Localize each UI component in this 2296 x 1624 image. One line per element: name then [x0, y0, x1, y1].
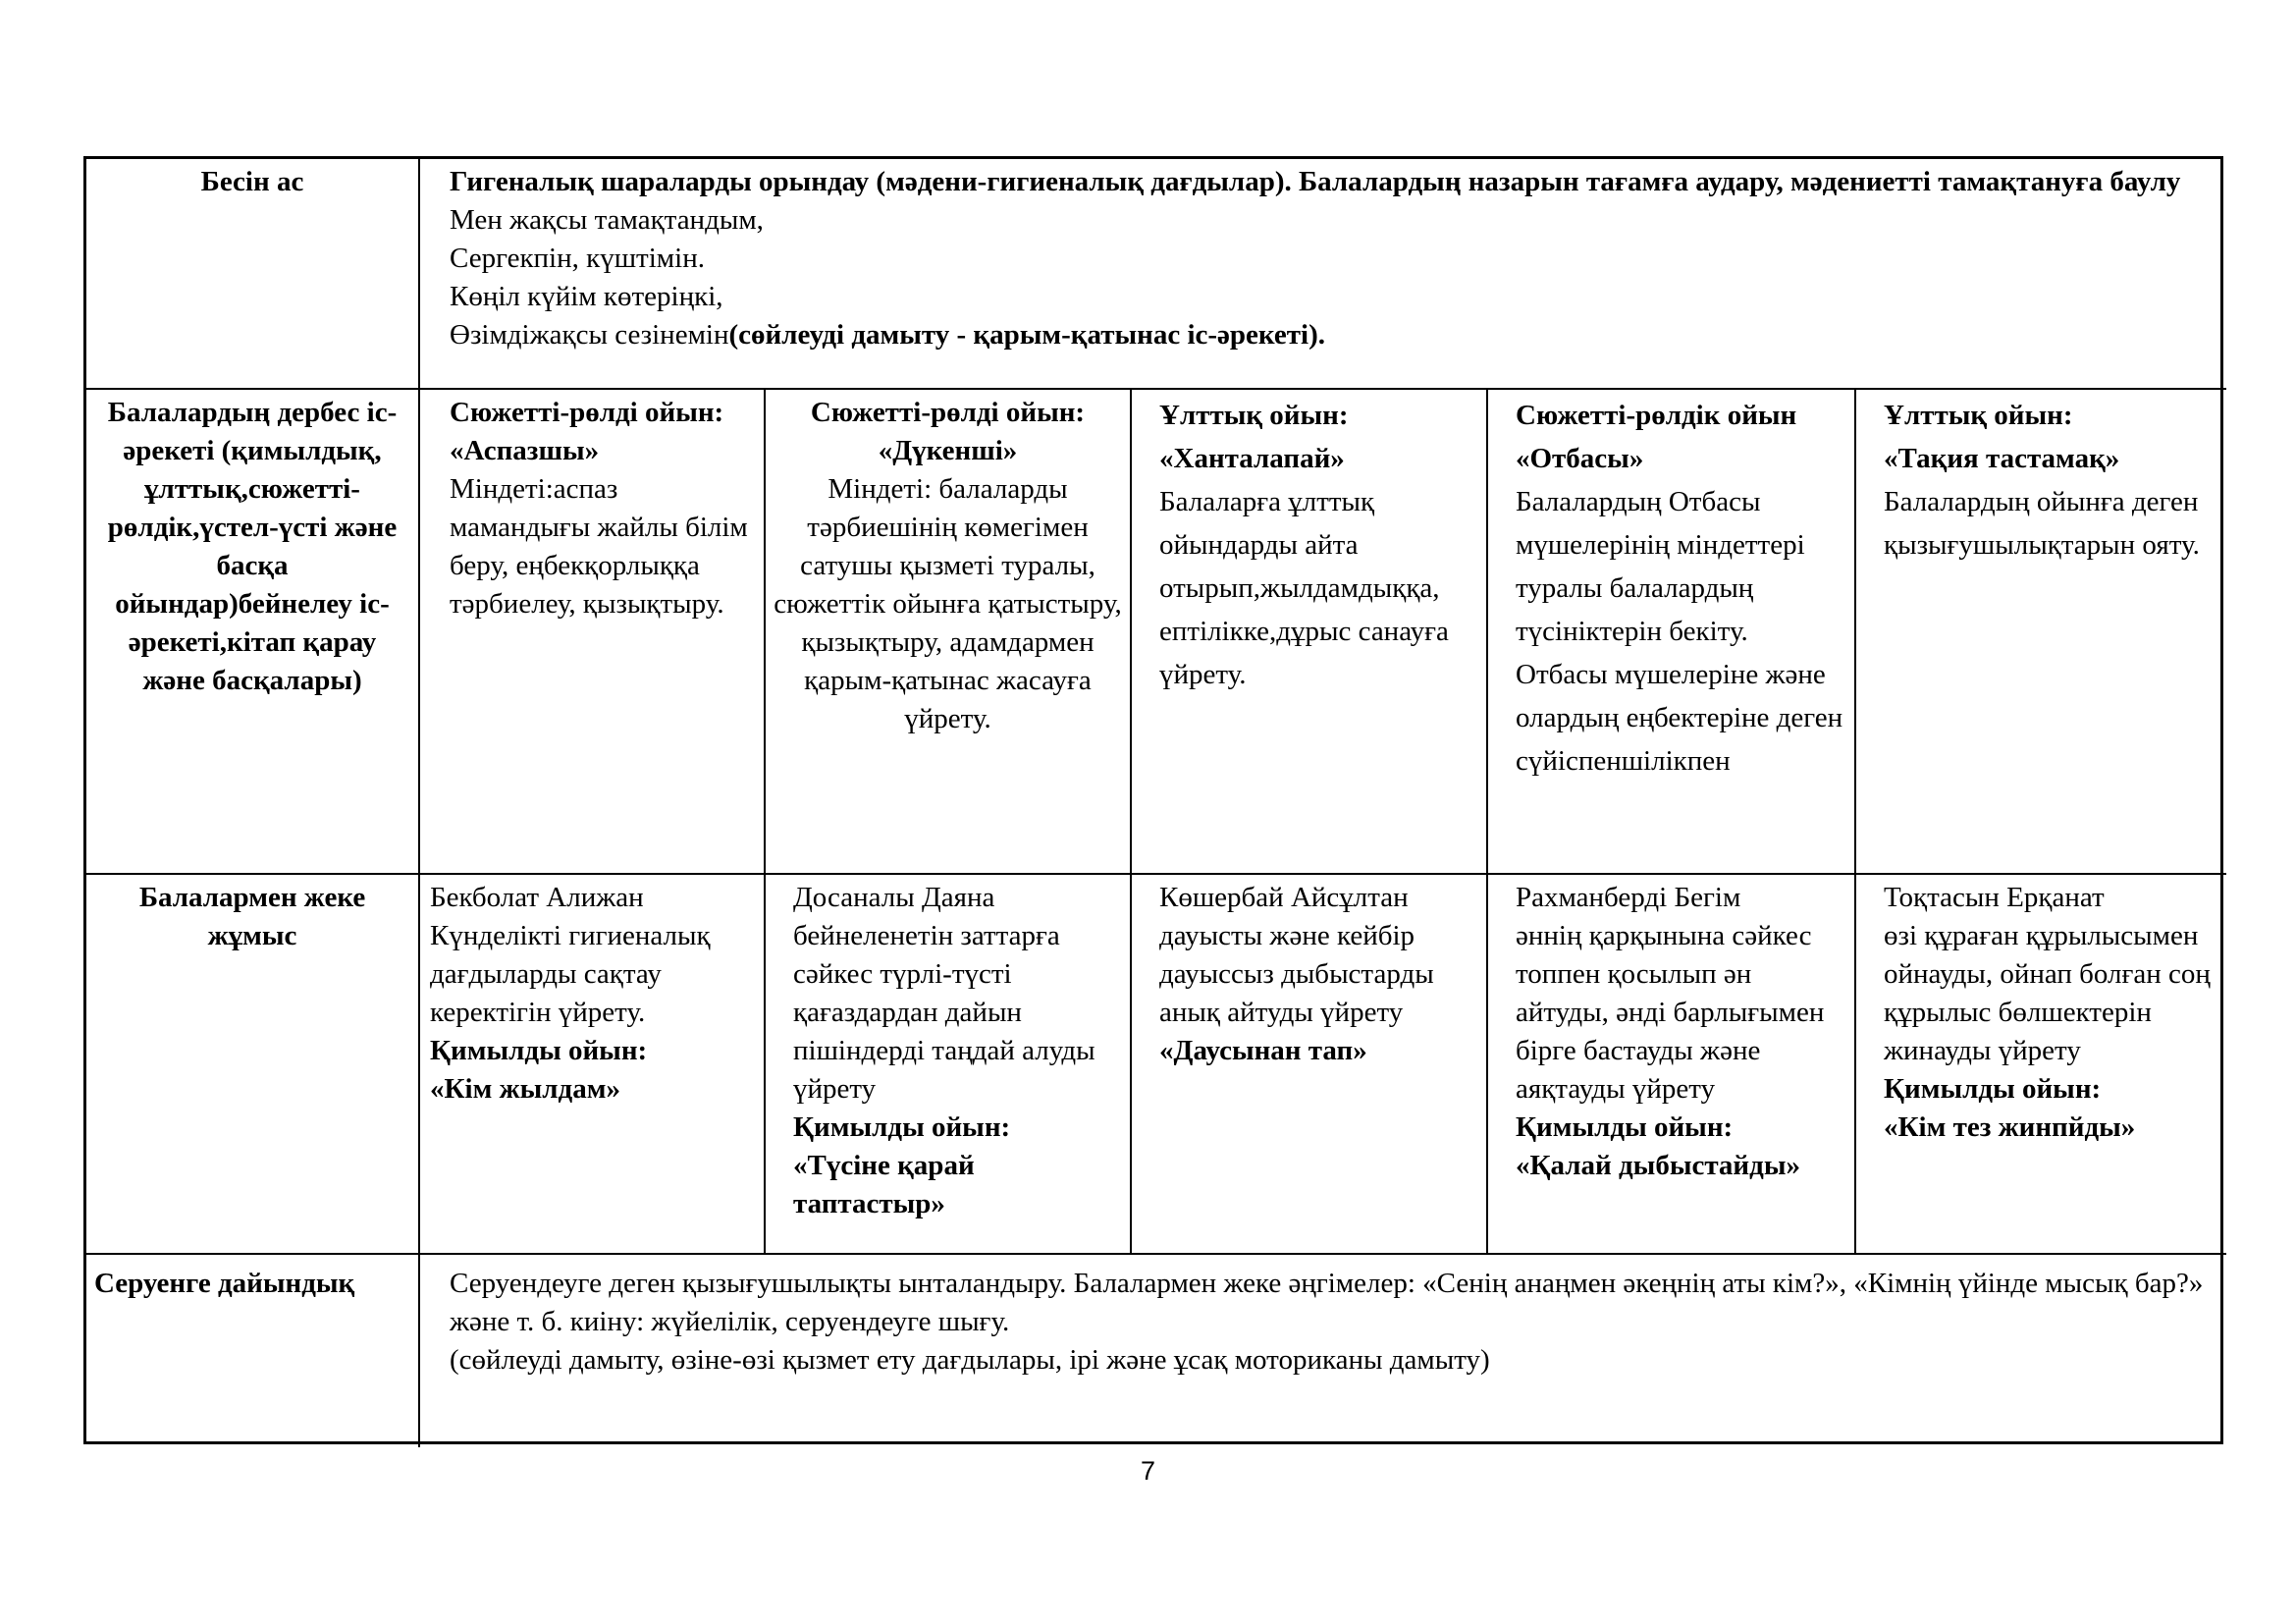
- child-name: Бекболат Алижан: [430, 882, 644, 913]
- activity-title: Сюжетті-рөлді ойын: «Аспазшы»: [450, 397, 724, 466]
- row-label-afternoon-snack: Бесін ас: [86, 159, 420, 390]
- child-name: Көшербай Айсұлтан: [1159, 882, 1409, 913]
- schedule-table: [83, 156, 2223, 1444]
- activity-day-3: [1132, 390, 1488, 875]
- game-name: «Қалай дыбыстайды»: [1516, 1150, 1800, 1181]
- activity-day-1: [420, 390, 766, 875]
- game-label: Қимылды ойын:: [1884, 1073, 2102, 1105]
- game-name: «Кім тез жинпйды»: [1884, 1111, 2136, 1143]
- poem-line: Сергекпін, күштімін.: [450, 243, 705, 274]
- game-name: «Түсіне қарай таптастыр»: [793, 1150, 975, 1219]
- activity-text: Балалардың Отбасы мүшелерінің міндеттері туралы балалардың түсініктерін бекіту. Отбасы мүшелеріне және олардың еңбектеріне деген сүйіспеншілікпен: [1516, 486, 1843, 777]
- poem-line: Көңіл күйім көтеріңкі,: [450, 281, 723, 312]
- afternoon-snack-plan: [420, 159, 2226, 390]
- poem-line-text: Өзімдіжақсы сезінемін: [450, 319, 729, 351]
- activity-title: Сюжетті-рөлдік ойын: [1516, 400, 1797, 431]
- activity-title: Сюжетті-рөлді ойын: «Дүкенші»: [810, 397, 1086, 466]
- row-label-walk-preparation: Серуенге дайындық: [86, 1255, 420, 1447]
- walk-preparation-plan: [420, 1255, 2226, 1447]
- game-name: «Даусынан тап»: [1159, 1035, 1367, 1066]
- poem-line: Мен жақсы тамақтандым,: [450, 204, 764, 236]
- game-label: Қимылды ойын:: [793, 1111, 1011, 1143]
- work-text: дауысты және кейбір дауыссыз дыбыстарды анық айтуды үйрету: [1159, 920, 1434, 1028]
- row-label-individual-work: Балалармен жеке жұмыс: [86, 875, 420, 1255]
- work-text: бейнеленетін заттарға сәйкес түрлі-түсті қағаздардан дайын пішіндерді таңдай алуды үйрету: [793, 920, 1095, 1105]
- activity-game-name: «Тақия тастамақ»: [1884, 443, 2120, 474]
- activity-text: Балалардың ойынға деген қызығушылықтарын ояту.: [1884, 486, 2200, 561]
- game-name: «Кім жылдам»: [430, 1073, 620, 1105]
- activity-game-name: «Отбасы»: [1516, 443, 1644, 474]
- poem-line: [450, 316, 2213, 354]
- walk-note: (сөйлеуді дамыту, өзіне-өзі қызмет ету дағдылары, ірі және ұсақ моториканы дамыту): [450, 1344, 1490, 1376]
- activity-day-4: [1488, 390, 1856, 875]
- walk-text: Серуендеуге деген қызығушылықты ынталандыру. Балалармен жеке әңгімелер: «Сенің анаңмен әкеңнің аты кім?», «Кімнің үйінде мысық бар?» және т. б. киіну: жүйелілік, серуендеуге шығу.: [450, 1268, 2204, 1337]
- game-label: Қимылды ойын:: [1516, 1111, 1734, 1143]
- row-label-independent-activity: Балалардың дербес іс-әрекеті (қимылдық, ұлттық,сюжетті-рөлдік,үстел-үсті және басқа ойындар)бейнелеу іс-әрекеті,кітап қарау және басқалары): [86, 390, 420, 875]
- activity-title: Ұлттық ойын:: [1159, 400, 1349, 431]
- activity-text: Балаларға ұлттық ойындарды айта отырып,жылдамдыққа, ептілікке,дұрыс санауға үйрету.: [1159, 486, 1449, 690]
- activity-text: Міндеті: балаларды тәрбиешінің көмегімен сатушы қызметі туралы, сюжеттік ойынға қатыстыру, қызықтыру, адамдармен қарым-қатынас жасауға үйрету.: [774, 473, 1122, 734]
- child-name: Рахманберді Бегім: [1516, 882, 1741, 913]
- individual-work-day-1: [420, 875, 766, 1255]
- individual-work-day-4: [1488, 875, 1856, 1255]
- page-number: 7: [1140, 1456, 1156, 1486]
- activity-game-name: «Ханталапай»: [1159, 443, 1345, 474]
- individual-work-day-5: [1856, 875, 2226, 1255]
- activity-day-5: [1856, 390, 2226, 875]
- activity-day-2: [766, 390, 1132, 875]
- child-name: Тоқтасын Ерқанат: [1884, 882, 2105, 913]
- activity-title: Ұлттық ойын:: [1884, 400, 2073, 431]
- activity-text: Міндеті:аспаз мамандығы жайлы білім беру, еңбекқорлыққа тәрбиелеу, қызықтыру.: [450, 473, 748, 620]
- work-text: өзі құраған құрылысымен ойнауды, ойнап болған соң құрылыс бөлшектерін жинауды үйрету: [1884, 920, 2211, 1066]
- work-text: Күнделікті гигиеналық дағдыларды сақтау керектігін үйрету.: [430, 920, 711, 1028]
- game-label: Қимылды ойын:: [430, 1035, 648, 1066]
- individual-work-day-3: [1132, 875, 1488, 1255]
- development-note: (сөйлеуді дамыту - қарым-қатынас іс-әрекеті).: [728, 319, 1326, 351]
- child-name: Досаналы Даяна: [793, 882, 995, 913]
- afternoon-snack-heading: Гигеналық шараларды орындау (мәдени-гигиеналық дағдылар). Балалардың назарын тағамға аудару, мәдениетті тамақтануға баулу: [450, 166, 2181, 197]
- work-text: әннің қарқынына сәйкес топпен қосылып ән айтуды, әнді барлығымен бірге бастауды және аяқтауды үйрету: [1516, 920, 1825, 1105]
- individual-work-day-2: [766, 875, 1132, 1255]
